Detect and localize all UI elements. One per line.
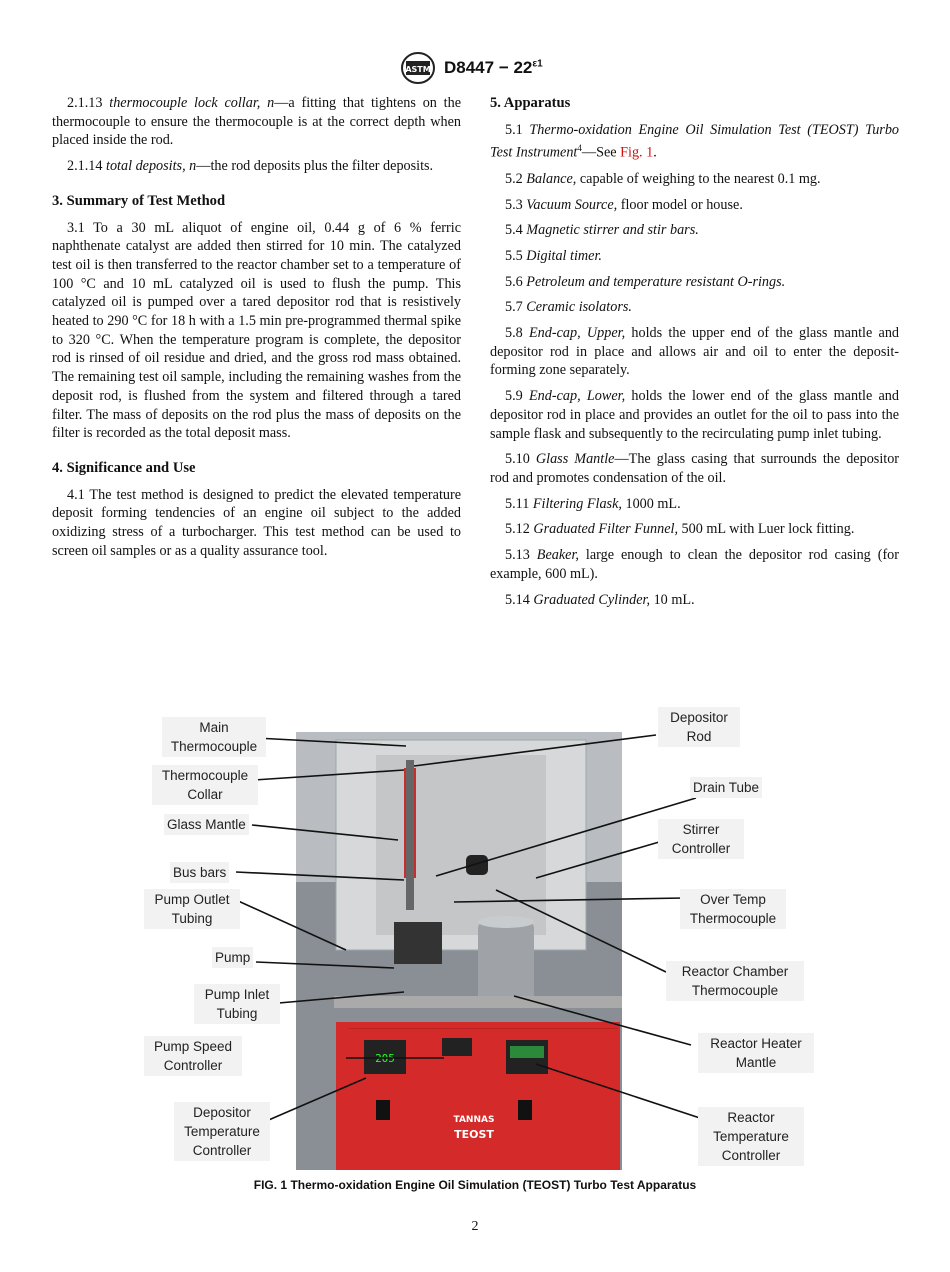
label-bus-bars: Bus bars [170,862,229,883]
label-reactor-chamber-thermocouple: Reactor Chamber Thermocouple [666,961,804,1001]
label-drain-tube: Drain Tube [690,777,762,798]
label-reactor-temp-controller: Reactor Temperature Controller [698,1107,804,1166]
para-5-5: 5.5 Digital timer. [505,247,602,264]
label-main-thermocouple: Main Thermocouple [162,717,266,757]
para-5-1: 5.1 Thermo-oxidation Engine Oil Simulation Test (TEOST) Turbo Test Instrument$^4$—See Fig. 1. [490,121,900,162]
para-3-1: 3.1 To a 30 mL aliquot of engine oil, 0.44 g of 6 % ferric naphthenate catalyst are added then stirred for 10 min. The catalyzed test oil is then transferred to the reactor chamber set to a temperature of 100 °C and 10 mL catalyzed oil is used to flush the pump. This catalyzed oil is pumped over a tared depositor rod that is resistively heated to 290 °C for 18 h with a 1.5 min pre-programmed thermal spike to 320 °C. When the temperature program is complete, the depositor rod is rinsed of oil residue and dried, and the gross rod mass obtained. The remaining test oil sample, including the remaining washes from the deposit rod, is flushed from the system and filtered through a tared filter. The mass of deposits on the rod plus the mass of deposits on the filter is recorded as the total deposit mass. [52,219,461,442]
product-text: TEOST [454,1128,494,1141]
para-5-9: 5.9 End-cap, Lower, holds the lower end of the glass mantle and depositor rod in place and provides an outlet for the oil to pass into the sample flask and subsequently to the recirculating pump inlet tubing. [490,388,899,442]
para-5-14: 5.14 Graduated Cylinder, 10 mL. [505,591,695,608]
section-4-title: 4. Significance and Use [52,459,196,476]
page-number: 2 [471,1219,479,1234]
fig-1-link[interactable]: Fig. 1 [620,145,654,162]
para-2-1-14: 2.1.14 total deposits, n—the rod deposits plus the filter deposits. [67,158,434,175]
page-header [0,52,950,86]
label-depositor-rod: Depositor Rod [658,707,740,747]
display-reading: 205 [375,1052,395,1065]
para-5-13: 5.13 Beaker, large enough to clean the depositor rod casing (for example, 600 mL). [490,547,899,582]
para-5-12: 5.12 Graduated Filter Funnel, 500 mL with Luer lock fitting. [505,521,855,538]
label-stirrer-controller: Stirrer Controller [658,819,744,859]
label-pump-speed-controller: Pump Speed Controller [144,1036,242,1076]
left-column [52,94,461,567]
figure-1 [136,700,816,1172]
label-over-temp-thermocouple: Over Temp Thermocouple [680,889,786,929]
section-5-title: 5. Apparatus [490,95,571,111]
designation: $D8447 - 22^{\varepsilon 1}$ [444,58,543,77]
para-5-6: 5.6 Petroleum and temperature resistant O-rings. [505,273,786,290]
label-pump-inlet-tubing: Pump Inlet Tubing [194,984,280,1024]
label-pump: Pump [212,947,253,968]
label-pump-outlet-tubing: Pump Outlet Tubing [144,889,240,929]
label-reactor-heater-mantle: Reactor Heater Mantle [698,1033,814,1073]
label-thermocouple-collar: Thermocouple Collar [152,765,258,805]
label-glass-mantle: Glass Mantle [164,814,249,835]
right-column [490,94,899,616]
para-5-3: 5.3 Vacuum Source, floor model or house. [505,196,743,213]
para-2-1-13: 2.1.13 thermocouple lock collar, n—a fitting that tightens on the thermocouple to ensure the thermocouple is at the correct depth when placed inside the rod. [52,95,461,149]
para-5-10: 5.10 Glass Mantle—The glass casing that surrounds the depositor rod and promotes condensation of the oil. [490,451,900,486]
figure-caption: FIG. 1 Thermo-oxidation Engine Oil Simulation (TEOST) Turbo Test Apparatus [253,1178,697,1192]
para-5-4: 5.4 Magnetic stirrer and stir bars. [505,222,699,239]
para-5-7: 5.7 Ceramic isolators. [505,299,632,316]
label-depositor-temp-controller: Depositor Temperature Controller [174,1102,270,1161]
svg-text:ASTM: ASTM [405,65,431,74]
para-5-11: 5.11 Filtering Flask, 1000 mL. [505,495,681,512]
para-5-2: 5.2 Balance, capable of weighing to the nearest 0.1 mg. [505,170,821,187]
astm-logo-icon [400,52,436,84]
section-3-title: 3. Summary of Test Method [52,192,226,209]
brand-text: TANNAS [453,1115,495,1125]
para-5-8: 5.8 End-cap, Upper, holds the upper end of the glass mantle and depositor rod in place and allows air and oil to enter the deposit-forming zone separately. [490,325,900,379]
para-4-1: 4.1 The test method is designed to predict the elevated temperature deposit forming tendencies of an engine oil subject to the added oxidizing stress of a turbocharger. This test method can be used to screen oil samples or as a quality assurance tool. [52,486,461,559]
